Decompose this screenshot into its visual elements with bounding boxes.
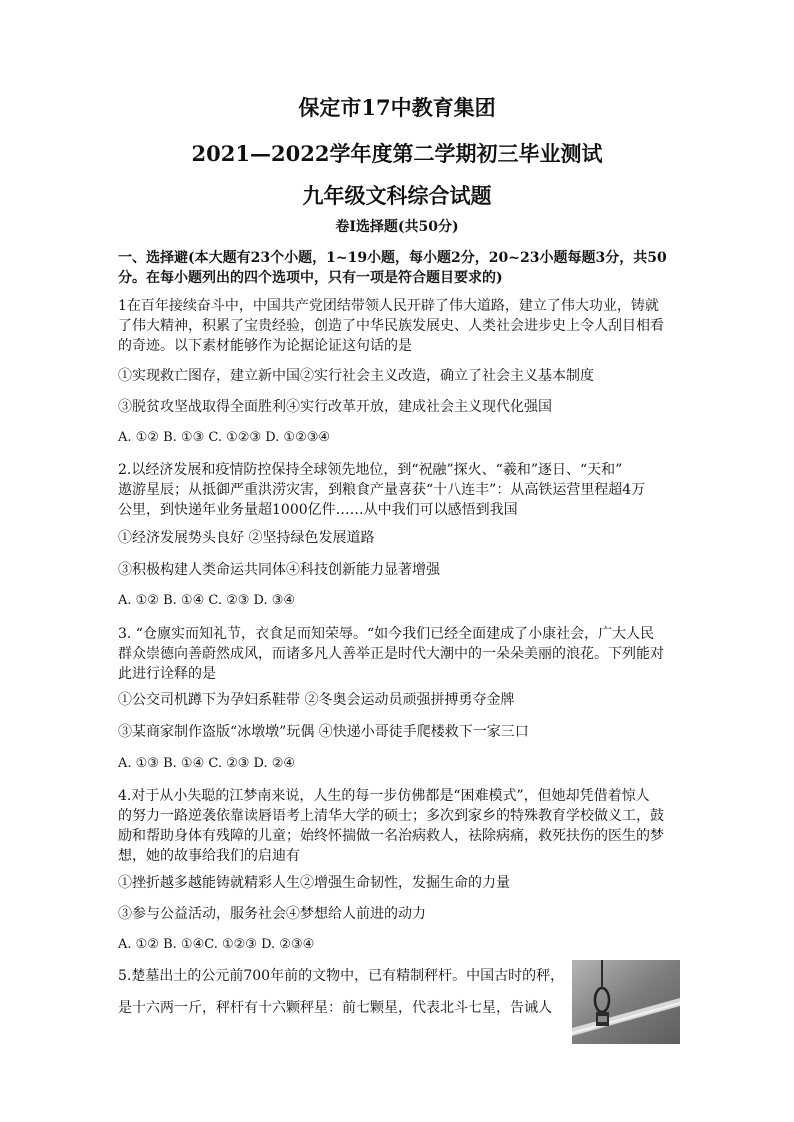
stem-line: 的努力一路逆袭依靠读唇语考上清华大学的硕士；多次到家乡的特殊教育学校做义工，鼓 [118, 808, 664, 824]
stem-line: 遨游星辰；从抵御严重洪涝灾害，到粮食产量喜获“十八连丰”：从高铁运营里程超4万 [118, 482, 646, 498]
exam-title: 2021—2022学年度第二学期初三毕业测试 [191, 141, 603, 166]
stem-line: 5.楚墓出土的公元前700年前的文物中，已有精制秤杆。中国古时的秤， [118, 968, 565, 984]
question-1-item: ③脱贫攻坚战取得全面胜利④实行改革开放，建成社会主义现代化强国 [118, 399, 552, 415]
steelyard-icon [572, 960, 680, 1044]
question-1-item: ①实现救亡图存，建立新中国②实行社会主义改造，确立了社会主义基本制度 [118, 368, 594, 384]
question-4-stem [118, 786, 678, 866]
instructions-line: 一、选择避(本大题有23个小题，1~19小题，每小题2分，20~23小题每题3分，共50 [118, 250, 667, 266]
stem-line: 此进行诠释的是 [118, 666, 216, 682]
question-4-options: A. ①② B. ①④C. ①②③ D. ②③④ [118, 937, 315, 952]
stem-line: 公里，到快递年业务量超1000亿件……从中我们可以感悟到我国 [118, 502, 518, 518]
question-1-stem [118, 296, 678, 356]
question-1-options: A. ①② B. ①③ C. ①②③ D. ①②③④ [118, 430, 331, 445]
question-3-stem [118, 624, 678, 684]
stem-line: 群众崇德向善蔚然成风，而诸多凡人善举正是时代大潮中的一朵朵美丽的浪花。下列能对 [118, 646, 664, 662]
stem-line: 4.对于从小失聪的江梦南来说，人生的每一步仿佛都是“困难模式”，但她却凭借着惊人 [118, 788, 650, 804]
stem-line: 励和帮助身体有残障的儿童；始终怀揣做一名治病救人，祛除病痛，救死扶伤的医生的梦 [118, 828, 664, 844]
stem-line: 2.以经济发展和疫情防控保持全球领先地位，到“祝融”探火、“羲和”逐日、“天和” [118, 462, 623, 478]
stem-line: 了伟大精神，积累了宝贵经验，创造了中华民族发展史、人类社会进步史上令人刮目相看 [118, 318, 664, 334]
question-2-item: ③积极构建人类命运共同体④科技创新能力显著增强 [118, 562, 440, 578]
instructions-line: 分。在每小题列出的四个选项中，只有一项是符合题目要求的) [118, 270, 503, 286]
question-3-item: ③某商家制作盗版“冰墩墩”玩偶 ④快递小哥徒手爬楼救下一家三口 [118, 724, 529, 740]
question-2-stem [118, 460, 678, 520]
school-title: 保定市17中教育集团 [298, 95, 496, 120]
stem-line: 3. “仓廪实而知礼节，衣食足而知荣辱。“如今我们已经全面建成了小康社会，广大人民 [118, 626, 655, 642]
question-3-item: ①公交司机蹲下为孕妇系鞋带 ②冬奥会运动员顽强拼搏勇夺金牌 [118, 692, 515, 708]
question-2-options: A. ①② B. ①④ C. ②③ D. ③④ [118, 593, 296, 608]
question-2-item: ①经济发展势头良好 ②坚持绿色发展道路 [118, 530, 375, 546]
question-4-item: ①挫折越多越能铸就精彩人生②增强生命韧性，发掘生命的力量 [118, 875, 510, 891]
stem-line: 想，她的故事给我们的启迪有 [118, 848, 300, 864]
question-4-item: ③参与公益活动，服务社会④梦想给人前进的动力 [118, 906, 426, 922]
stem-line: 的奇迹。以下素材能够作为论据论证这句话的是 [118, 338, 412, 354]
question-3-options: A. ①③ B. ①④ C. ②③ D. ②④ [118, 756, 296, 771]
steelyard-photo [572, 960, 680, 1044]
stem-line: 是十六两一斤，秤杆有十六颗秤星：前七颗星，代表北斗七星，告诫人 [118, 1000, 552, 1016]
section-title: 卷I选择题(共50分) [335, 219, 459, 235]
subject-title: 九年级文科综合试题 [302, 183, 492, 208]
instructions [118, 248, 678, 288]
question-5-stem [118, 966, 568, 1018]
stem-line: 1在百年接续奋斗中，中国共产党团结带领人民开辟了伟大道路，建立了伟大功业，铸就 [118, 298, 659, 314]
